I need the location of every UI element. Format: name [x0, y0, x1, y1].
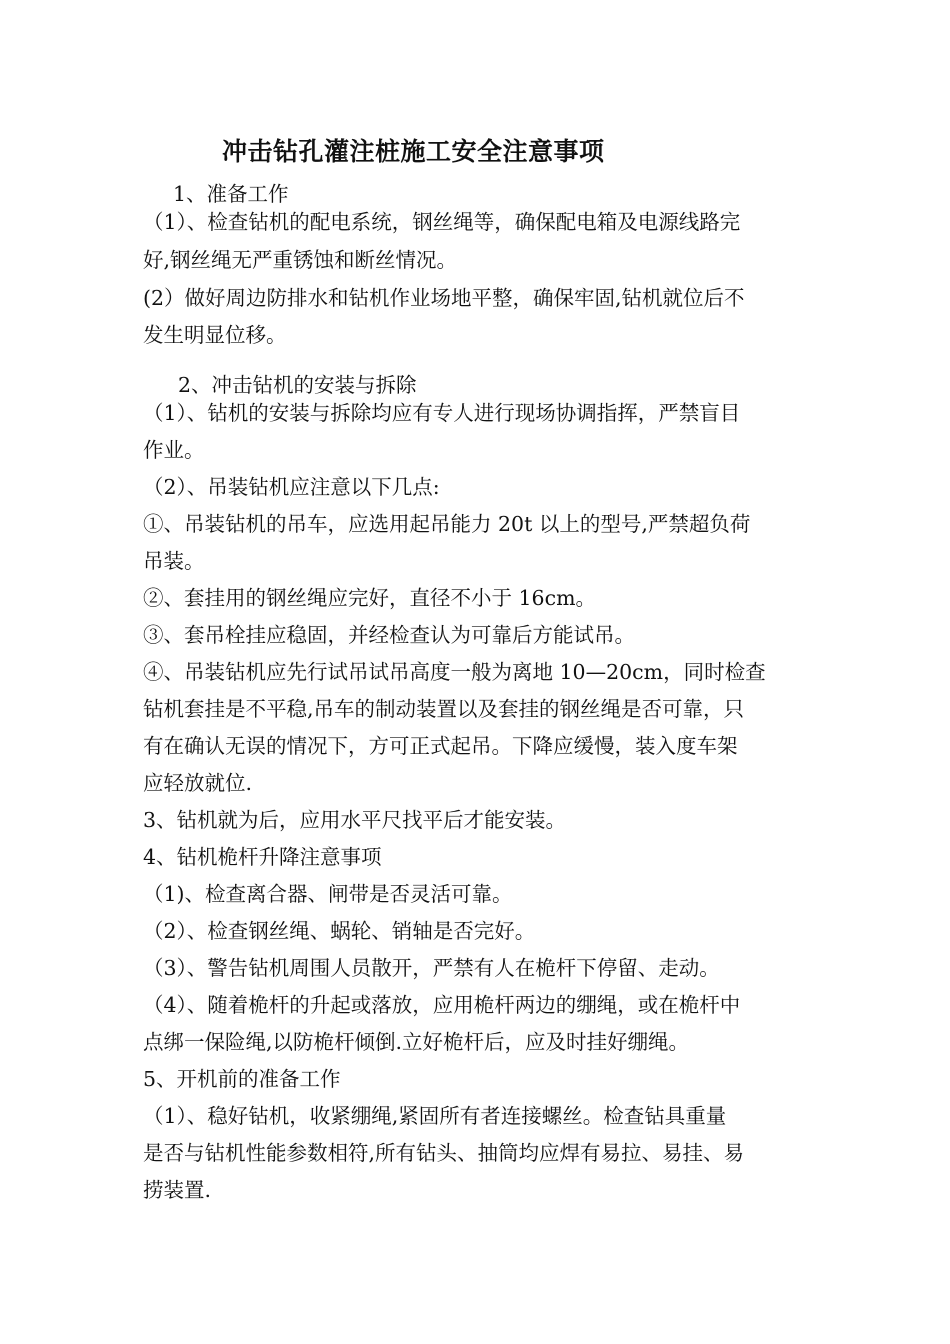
paragraph-line: 好,钢丝绳无严重锈蚀和断丝情况。 — [143, 248, 458, 272]
paragraph-line: ①、吊装钻机的吊车，应选用起吊能力 20t 以上的型号,严禁超负荷 — [143, 512, 751, 536]
section-heading-2: 2、冲击钻机的安装与拆除 — [178, 373, 417, 397]
paragraph-line: （1）、检查钻机的配电系统，钢丝绳等，确保配电箱及电源线路完 — [143, 210, 741, 234]
section-heading-4: 4、钻机桅杆升降注意事项 — [143, 845, 382, 869]
paragraph-line: 发生明显位移。 — [143, 323, 287, 347]
paragraph-line: 钻机套挂是不平稳,吊车的制动装置以及套挂的钢丝绳是否可靠，只 — [143, 697, 745, 721]
section-heading-5: 5、开机前的准备工作 — [143, 1067, 341, 1091]
paragraph-line: 吊装。 — [143, 549, 205, 573]
paragraph-line: （2）、吊装钻机应注意以下几点: — [143, 475, 440, 499]
paragraph-line: （1)、检查离合器、闸带是否灵活可靠。 — [143, 882, 513, 906]
paragraph-line: 有在确认无误的情况下，方可正式起吊。下降应缓慢，装入度车架 — [143, 734, 738, 758]
document-title: 冲击钻孔灌注桩施工安全注意事项 — [222, 137, 605, 166]
paragraph-line: （4）、随着桅杆的升起或落放，应用桅杆两边的绷绳，或在桅杆中 — [143, 993, 741, 1017]
paragraph-line: （1）、稳好钻机，收紧绷绳,紧固所有者连接螺丝。检查钻具重量 — [143, 1104, 727, 1128]
paragraph-line: （3）、警告钻机周围人员散开，严禁有人在桅杆下停留、走动。 — [143, 956, 720, 980]
paragraph-line: 应轻放就位. — [143, 771, 253, 795]
section-heading-3: 3、钻机就为后，应用水平尺找平后才能安装。 — [143, 808, 567, 832]
paragraph-line: ④、吊装钻机应先行试吊试吊高度一般为离地 10—20cm，同时检查 — [143, 660, 766, 684]
paragraph-line: ③、套吊栓挂应稳固，并经检查认为可靠后方能试吊。 — [143, 623, 635, 647]
paragraph-line: 捞装置. — [143, 1178, 212, 1202]
paragraph-line: （2）、检查钢丝绳、蜗轮、销轴是否完好。 — [143, 919, 536, 943]
paragraph-line: 作业。 — [143, 438, 205, 462]
paragraph-line: 点绑一保险绳,以防桅杆倾倒.立好桅杆后，应及时挂好绷绳。 — [143, 1030, 690, 1054]
paragraph-line: 是否与钻机性能参数相符,所有钻头、抽筒均应焊有易拉、易挂、易 — [143, 1141, 745, 1165]
paragraph-line: (2）做好周边防排水和钻机作业场地平整，确保牢固,钻机就位后不 — [143, 286, 745, 310]
paragraph-line: ②、套挂用的钢丝绳应完好，直径不小于 16cm。 — [143, 586, 597, 610]
paragraph-line: （1）、钻机的安装与拆除均应有专人进行现场协调指挥，严禁盲目 — [143, 401, 741, 425]
section-heading-1: 1、准备工作 — [173, 182, 289, 206]
